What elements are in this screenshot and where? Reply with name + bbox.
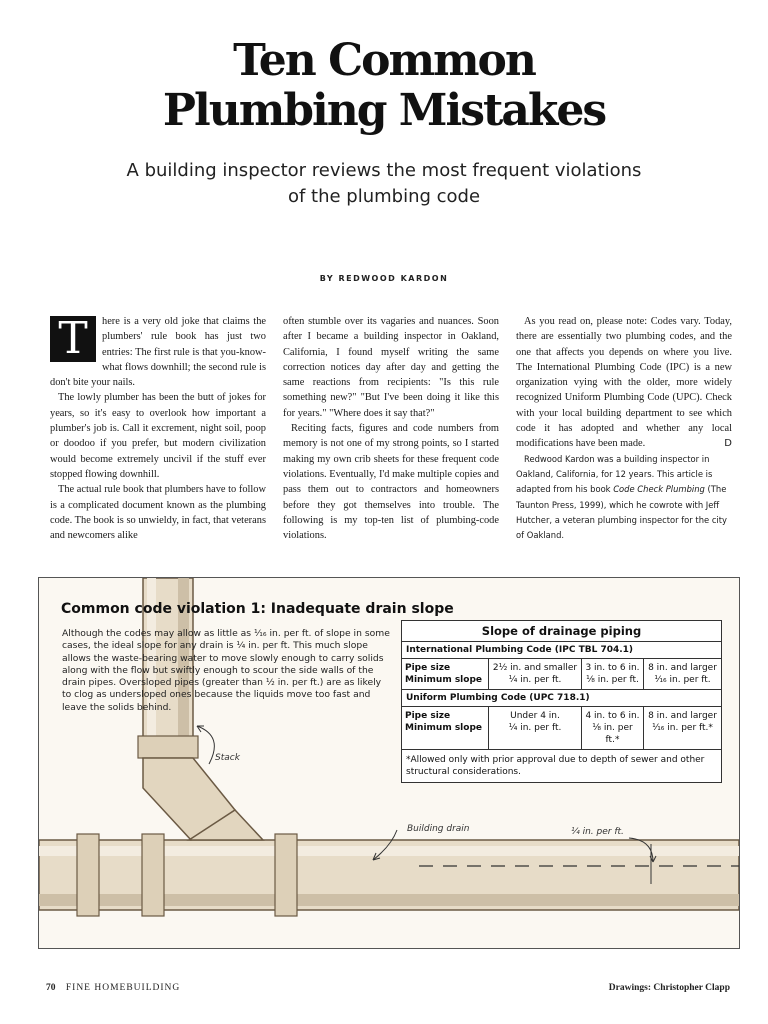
slope-table	[401, 620, 722, 783]
pipe-size: 3 in. to 6 in.	[585, 663, 640, 673]
pipe-size: 4 in. to 6 in.	[585, 711, 640, 721]
author-bio	[516, 452, 732, 544]
min-slope: ¹⁄₁₆ in. per ft.	[654, 675, 711, 685]
row-label: Minimum slope	[405, 723, 483, 733]
label-slope: ¹⁄₄ in. per ft.	[571, 827, 624, 837]
page-footer-left	[46, 983, 180, 993]
paragraph	[50, 314, 266, 390]
pipe-size: 8 in. and larger	[648, 663, 717, 673]
table-cell	[488, 707, 581, 749]
row-label: Pipe size	[405, 711, 451, 721]
paragraph: The lowly plumber has been the butt of jokes for years, so it's easy to overlook how important a plumber's job is. Call it excrement, night soil, poop or doodoo if you prefer, but modern civilization would become extremely uncivil if the stuff ever stopped flowing downhill.	[50, 392, 266, 480]
page-number: 70	[46, 983, 56, 993]
paragraph-text: As you read on, please note: Codes vary. Today, there are essentially two plumbing codes, and the one that affects you depends on where you live. The International Plumbing Code (IPC) is a new organization vying with the older, more widely recognized Uniform Plumbing Code (UPC). Check with your local building department to see which code it has adopted and whether any local modifications have been made.	[516, 316, 732, 450]
bio-text: Redwood Kardon was a building inspector in Oakland, California, for 12 years. This article is adapted from his book	[516, 453, 713, 495]
label-building-drain: Building drain	[407, 824, 470, 834]
table-cell	[643, 707, 721, 749]
pipe-coupling	[138, 736, 198, 758]
pipe-coupling	[77, 834, 99, 916]
min-slope: ¹⁄₈ in. per ft.	[586, 675, 639, 685]
magazine-name: FINE HOMEBUILDING	[65, 983, 181, 993]
violation-title: Common code violation 1: Inadequate drain slope	[61, 601, 454, 617]
subtitle-line1: A building inspector reviews the most frequent violations	[126, 160, 642, 181]
min-slope: ¹⁄₄ in. per ft.	[508, 723, 562, 733]
article-subtitle	[90, 158, 678, 210]
pipe-size: 2¹⁄₂ in. and smaller	[492, 663, 578, 673]
row-label: Minimum slope	[405, 675, 483, 685]
pipe-coupling	[275, 834, 297, 916]
pipe-size: 8 in. and larger	[648, 711, 717, 721]
paragraph-text: here is a very old joke that claims the plumbers' rule book has just two entries: The first rule is that you-know-what flows downhill; the second rule is don't bite your nails.	[50, 316, 266, 389]
article-title-line2: Plumbing Mistakes	[162, 85, 606, 136]
row-label: Pipe size	[405, 663, 451, 673]
body-column-2	[283, 314, 499, 543]
table-cell	[643, 659, 721, 689]
paragraph: The actual rule book that plumbers have to follow is a complicated document known as the plumbing code. The book is so unwieldy, in fact, that veterans and newcomers alike	[50, 484, 266, 542]
table-cell	[488, 659, 581, 689]
paragraph: often stumble over its vagaries and nuances. Soon after I became a building inspector in Oakland, California, I found myself writing the same correction notices day after day and getting the same reactions from recipients: "Is this rule something new?" "But I've been doing it like this for years." "Where does it say that?"	[283, 316, 499, 419]
table-title: Slope of drainage piping	[402, 621, 721, 642]
min-slope: ¹⁄₁₆ in. per ft.*	[652, 723, 713, 733]
label-stack: Stack	[215, 753, 240, 763]
drawing-credit: Drawings: Christopher Clapp	[608, 983, 730, 993]
article-title	[0, 36, 768, 136]
paragraph: Reciting facts, figures and code numbers from memory is not one of my strong points, so I started making my own crib sheets for these frequent code violations. Eventually, I'd make multiple copies and pass them out to contractors and homeowners before they got themselves into trouble. The following is my top-ten list of plumbing-code violations.	[283, 423, 499, 542]
drop-cap: T	[50, 316, 96, 362]
paragraph	[516, 314, 732, 452]
body-column-1	[50, 314, 266, 543]
bio-text: (The Taunton Press, 1999), which he cowrote with Jeff Hutcher, a veteran plumbing inspector for the city of Oakland.	[516, 484, 727, 541]
table-row-upc	[402, 707, 721, 750]
table-footnote: *Allowed only with prior approval due to depth of sewer and other structural considerations.	[406, 755, 705, 777]
table-subheading-ipc: International Plumbing Code (IPC TBL 704.1)	[402, 642, 721, 659]
min-slope: ¹⁄₈ in. per ft.*	[592, 723, 633, 745]
illustration-panel	[38, 577, 740, 949]
pipe-size: Under 4 in.	[510, 711, 560, 721]
table-cell	[581, 659, 643, 689]
subtitle-line2: of the plumbing code	[287, 186, 481, 207]
row-labels	[402, 707, 488, 749]
pipe-coupling	[142, 834, 164, 916]
table-subheading-upc: Uniform Plumbing Code (UPC 718.1)	[402, 690, 721, 707]
byline: BY REDWOOD KARDON	[319, 274, 449, 283]
end-mark: D	[724, 438, 732, 450]
violation-description: Although the codes may allow as little as ¹⁄₁₆ in. per ft. of slope in some cases, the ideal slope for any drain is ¹⁄₄ in. per ft. This much slope allows the waste-bearing water to move slowly enough to carry solids along with the flow but swiftly enough to scour the side walls of the drain pipes. Oversloped pipes (greater than ¹⁄₂ in. per ft.) are as likely to clog as undersloped ones because the liquids move too fast and leave the solids behind.	[62, 628, 390, 713]
body-column-3	[516, 314, 732, 543]
book-title: Code Check Plumbing	[613, 484, 705, 495]
article-title-line1: Ten Common	[233, 35, 535, 86]
table-row-ipc	[402, 659, 721, 690]
min-slope: ¹⁄₄ in. per ft.	[508, 675, 562, 685]
table-cell	[581, 707, 643, 749]
row-labels	[402, 659, 488, 689]
